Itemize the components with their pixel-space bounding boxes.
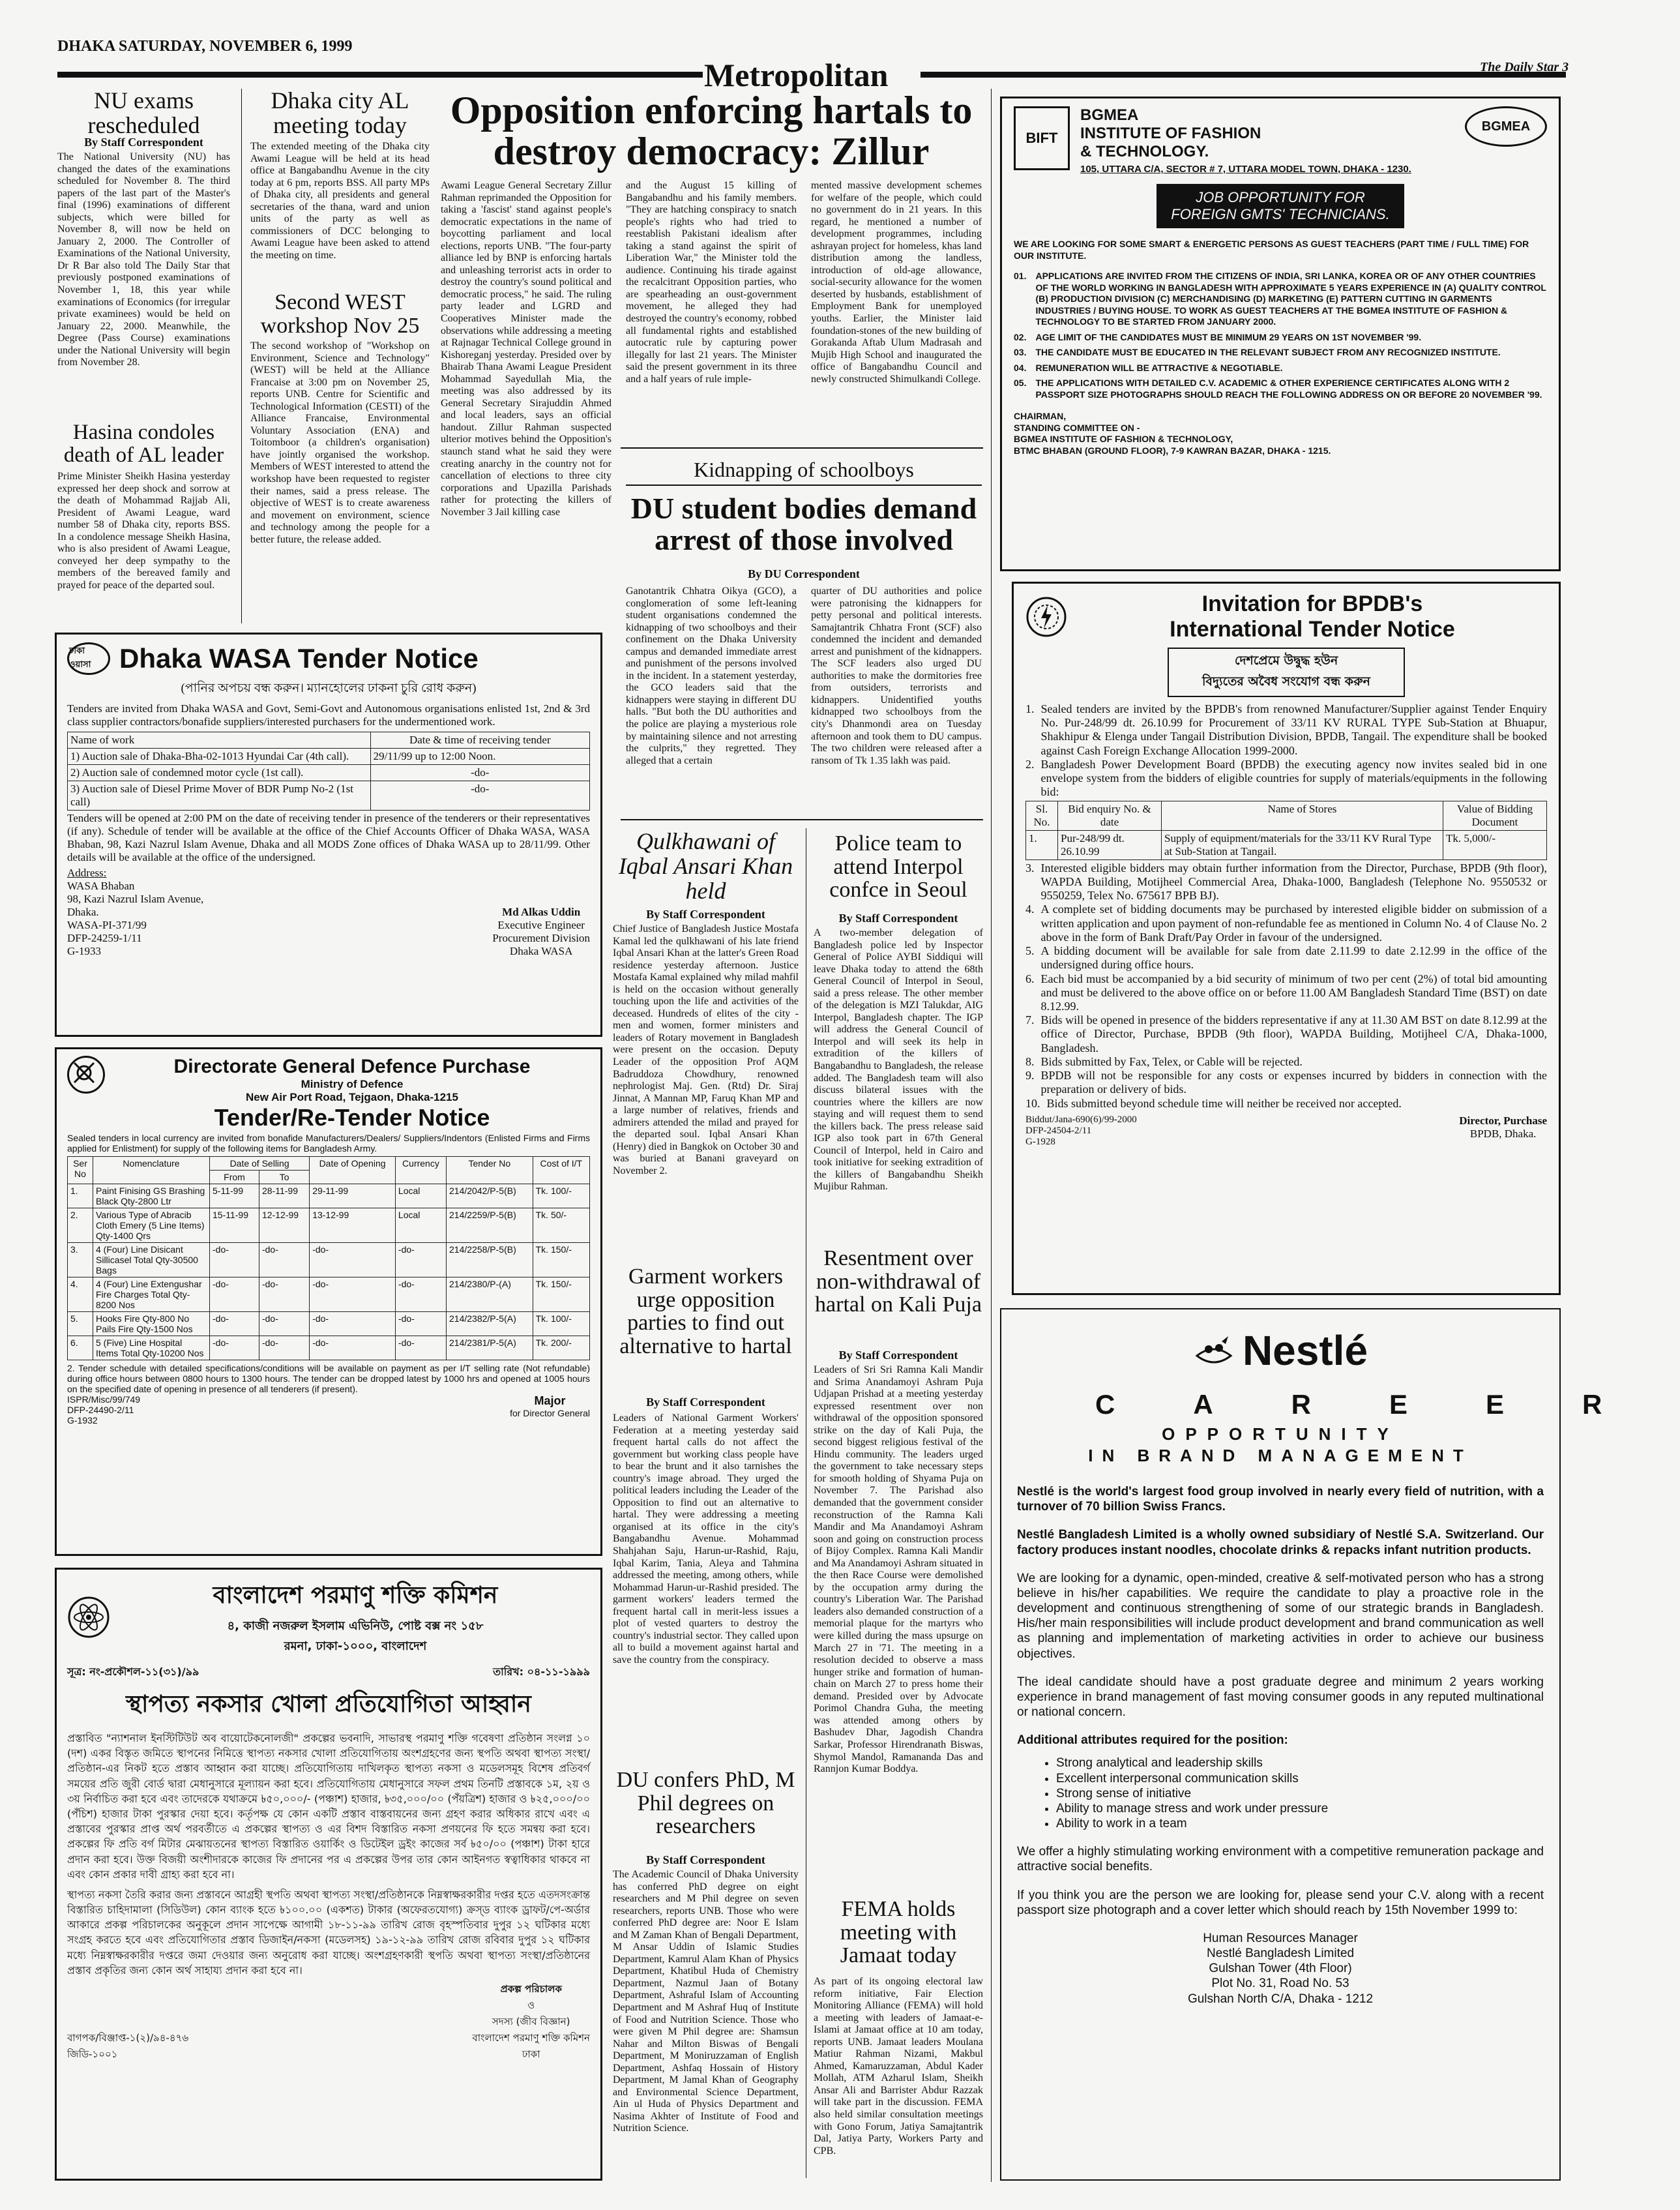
dgdp-sub-to: To [259,1171,309,1184]
nestle-opportunity: OPPORTUNITY [1162,1424,1399,1444]
bpdb-item-num: 5. [1025,944,1035,958]
nestle-field: IN BRAND MANAGEMENT [1088,1446,1473,1465]
table-row [68,764,590,781]
bpdb-signer-line: BPDB, Dhaka. [1469,1127,1537,1140]
nestle-p1: Nestlé is the world's largest food group involved in nearly every field of nutrition, with a turnover of 70 billion Swiss Francs. [1017,1485,1544,1514]
bpdb-signer-line: Director, Purchase [1459,1114,1547,1127]
right-col-divider [991,89,992,2182]
aec-para1: প্রস্তাবিত "ন্যাশনাল ইনস্টিটিউট অব বায়োটেকনোলজী" প্রকল্পের ভবনাদি, সাভারস্থ পরমাণু শক্তি গবেষণা প্রতিষ্ঠান সংলগ্ন ১০ (দশ) একর বিস্তৃত জমিতে স্থাপনের নিমিত্তে স্থাপত্য নকসার খোলা প্রতিযোগিতায় অংশগ্রহণের জন্য স্থপতি অথবা স্থাপত্য সংস্থা/প্রতিষ্ঠান-এর নিকট হতে প্রস্তাব আহ্বান করা যাচ্ছে। প্রতিযোগিতায় দাখিলকৃত স্থাপত্য নকসা ও মডেলসমূহ বিশেষ প্রতিবর্গ সময়ের প্রতি জুরী বোর্ড দ্বারা মেধানুসারে মূল্যায়ন করা হবে। প্রতিযোগিতায় মেধানুসারে সফল প্রথম তিনটি প্রস্তাবকে ১ম, ২য় ও ৩য় নির্বাচিত করা হবে এবং তাদেরকে যথাক্রমে ৳৫০,০০০/- (পঞ্চাশ) হাজার, ৳৩৫,০০০/০০ (পঁয়ত্রিশ) হাজার ও ৳২৫,০০০/০০ (পঁচিশ) হাজার টাকা পুরস্কার দেয়া হবে। কর্তৃপক্ষ যে কোন একটি প্রস্তাব বাস্তবায়নের জন্য গ্রহণ করার অধিকার রাখে এবং এ প্রস্তাবের পুরস্কার প্রাপ্ত অর্থ পরবর্তীতে এ প্রকল্পের স্থাপত্য ও এর বিশদ বিস্তারিত নকসা প্রণয়নের ফি হতে সমন্বয় করা হবে। প্রকল্পের ফি প্রতি বর্গ মিটার মেঝায়তনের স্থাপত্য বিস্তারিত ওয়ার্কিং ও ডিটেইল ড্রইং কাজের সর্ব ৳৫০/০০ (পঞ্চাশ) টাকা হারে প্রদান করা হবে। উক্ত বিজয়ী অংশীদারকে কাজের ফি প্রদানের পর এ প্রকল্পের উপর তার কোন আইনগত স্বত্বাধিকার থাকবে না এবং কোন প্রকার দাবী গ্রাহ্য করা হবে না। [67,1732,590,1881]
table-row [68,1312,590,1336]
dgdp-address: New Air Port Road, Tejgaon, Dhaka-1215 [246,1091,458,1103]
cell: -do- [310,1277,396,1312]
wasa-signer-line: Executive Engineer [497,918,585,931]
bgmea-item-text: AGE LIMIT OF THE CANDIDATES MUST BE MINIMUM 29 YEARS ON 1ST NOVEMBER '99. [1035,331,1422,342]
bgmea-org2: INSTITUTE OF FASHION [1080,125,1261,142]
col-divider-1 [241,89,242,623]
army-emblem-icon [67,1056,105,1094]
bpdb-item-text: Interested eligible bidders may obtain further information from the Director, Purchase, BPDB (9th floor), WAPDA Building, Motijheel Commercial Area, Dhaka-1000, Bangladesh (Telephone No. 9550532 or 9550259, Telex No. 675617 BPB BJ). [1040,861,1547,903]
wasa-address-line: WASA Bhaban [67,879,135,892]
du-kidnap-kicker: Kidnapping of schoolboys [626,458,982,486]
cell: -do- [210,1336,259,1360]
bgmea-banner-line2: FOREIGN GMTS' TECHNICIANS. [1171,206,1390,222]
garment-headline: Garment workers urge opposition parties to find out alternative to hartal [619,1264,792,1359]
cell: Local [395,1184,446,1208]
aec-competition-ad [55,1568,602,2181]
paper-name: The Daily Star 3 [1480,60,1569,74]
dgdp-title: Directorate General Defence Purchase [173,1056,531,1077]
bpdb-col-stores: Name of Stores [1162,801,1443,830]
bpdb-col-value: Value of Bidding Document [1443,801,1547,830]
dhaka-al-body: The extended meeting of the Dhaka city Awami League will be held at its head office at Bangabandhu Avenue in the city today at 6 pm, reports BSS. All party MPs of Dhaka city, all presidents and general secretaries of the thana, ward and union units of the party as well as commissioners of DCC belonging to Awami League have been asked to attend the meeting on time. [250,141,430,261]
du-kidnap-col1: Ganotantrik Chhatra Oikya (GCO), a conglomeration of some left-leaning student organisations condemned the kidnapping of two schoolboys and their confinement on the Dhaka University campus and demanded immediate arrest and punishment of the persons involved in the incident. In a statement yesterday, the GCO leaders said that the kidnappers were staying in different DU halls. "But both the DU authorities and the police are playing a mysterious role by maintaining silence and not arresting the culprits," they regretted. They alleged that a certain [626,586,797,766]
dgdp-intro: Sealed tenders in local currency are invited from bonafide Manufacturers/Dealers/ Suppliers/Indentors (Enlisted Firms and Firms applied for Enlistment) for supply of the following items for Bangladesh Army. [67,1133,590,1154]
lead-col3: mented massive development schemes for welfare of the people, which could no government do in 21 years. In this regard, he mentioned a number of development programmes, including ashrayan project for homeless, khas land distribution among the landless, introduction of old-age allowance, social-security allowance for the women deserted by husbands, establishment of Employment Bank for unemployed youths. Earlier, the Minister laid foundation-stones of the new building of Gorakanda Aftab Ulum Madrasah and Mujib High School and inaugurated the office of Bangabandhu Council and newly constructed Shimulkandi College. [811,180,982,385]
bgmea-item-text: APPLICATIONS ARE INVITED FROM THE CITIZENS OF INDIA, SRI LANKA, KOREA OR OF ANY OTHER COUNTRIES OF THE WORLD WORKING IN BANGLADESH WITH APPROXIMATE 5 YEARS EXPERIENCE IN (A) QUALITY CONTROL (B) PRODUCTION DIVISION (C) MERCHANDISING (D) MARKETING (E) PATTERN CUTTING IN GARMENTS INDUSTRIES / BUYING HOUSE. TO WORK AS GUEST TEACHERS AT THE BGMEA INSTITUTE OF FASHION & TECHNOLOGY TO BE STARTED FROM JANUARY 2000. [1035,271,1546,327]
garment-byline: By Staff Correspondent [646,1396,765,1409]
cell: Paint Finising GS Brashing Black Qty-2800 Ltr [93,1184,210,1208]
cell: 214/2258/P-5(B) [447,1243,533,1277]
lead-divider [621,447,983,449]
nestle-attr-title: Additional attributes required for the position: [1017,1733,1288,1748]
dgdp-col-cost: Cost of I/T [533,1157,589,1184]
dgdp-sub-from: From [210,1171,259,1184]
cell: 1. [68,1184,93,1208]
wasa-signer-line: Procurement Division [492,931,590,944]
nestle-logo: Nestlé [1242,1327,1368,1374]
cell: Tk. 200/- [533,1336,589,1360]
bpdb-item-num: 10. [1025,1096,1040,1110]
nestle-p5: We offer a highly stimulating working environment with a competitive remuneration package and attractive social benefits. [1017,1845,1544,1874]
wasa-intro: Tenders are invited from Dhaka WASA and Govt, Semi-Govt and Autonomous organisations enlisted 1st, 2nd & 3rd class supplier contractors/bonafide suppliers/interested purchasers for the undermentioned work. [67,702,590,728]
nestle-p3: We are looking for a dynamic, open-minded, creative & self-motivated person who has a strong believe in his/her capabilities. We require the candidate to play a proactive role in the development and continuous strengthening of some of our strategic brands in Bangladesh. His/her main responsibilities will include product development and brand communication as well as planning and implementation of marketing activities in order to achieve our business objectives. [1017,1571,1544,1661]
wasa-tender-ad [55,633,602,1037]
west-body: The second workshop of "Workshop on Environment, Science and Technology" (WEST) will be held at the Alliance Francaise at 3:00 pm on November 25, reports UNB. Centre for Scientific and Technological Information (CESTI) of the Alliance Francaise, Environmental Voluntary Association (ENA) and Toitomboor (a children's organisation) have jointly organised the workshop. Members of WEST interested to attend the workshop have been requested to register their names, said a press release. The objective of WEST is to create awareness and movement on environment, science and technology among the people for a better future, the release added. [250,340,430,545]
cell: -do- [395,1336,446,1360]
west-headline: Second WEST workshop Nov 25 [260,290,420,338]
bpdb-item-text: A complete set of bidding documents may be purchased by interested eligible bidder on submission of a written application and upon payment of non-refundable fee as mentioned in Column No. 4 of Clause No. 2 above in the form of Bank Draft/Pay Order in favour of the undersigned. [1040,903,1547,944]
list-item [1025,972,1547,1014]
dgdp-subtitle: Tender/Re-Tender Notice [214,1104,490,1131]
bgmea-org1: BGMEA [1080,106,1139,124]
list-item [1025,903,1547,944]
dgdp-col-selling: Date of Selling [210,1157,310,1171]
aec-address1: ৪, কাজী নজরুল ইসলাম এভিনিউ, পোষ্ট বক্স নং ১৫৮ [227,1619,484,1633]
nestle-address-line: Gulshan Tower (4th Floor) [1209,1962,1352,1976]
cell: Local [395,1208,446,1243]
table-row [1026,830,1547,859]
wasa-ref: WASA-PI-371/99 [67,918,147,931]
wasa-logo-icon: ঢাকা ওয়াসা [67,642,110,675]
dgdp-ref: ISPR/Misc/99/749 [67,1394,141,1405]
aec-headline: স্থাপত্য নকসার খোলা প্রতিযোগিতা আহ্বান [126,1691,531,1718]
dgdp-col-ser: Ser No [68,1157,93,1184]
du-kidnap-col2: quarter of DU authorities and police were patronising the kidnappers for petty personal and political interests. Samajtantrik Chhatra Front (SCF) also condemned the incident and demanded arrest and punishment of the kidnappers. The SCF leaders also urged DU authorities to make the dormitories free from outsiders, terrorists and kidnappers. Unidentified youths kidnapped two schoolboys from the city's Dhanmondi area on Tuesday afternoon and took them to DU campus. The two children were released after a ransom of Tk 1.35 lakh was paid. [811,586,982,766]
cell: -do- [310,1243,396,1277]
bpdb-ref: DFP-24504-2/11 [1025,1125,1092,1136]
nestle-address-line: Nestlé Bangladesh Limited [1206,1947,1355,1961]
cell: Tk. 5,000/- [1443,830,1547,859]
bpdb-col-sl: Sl. No. [1026,801,1058,830]
nestle-career-ad [1000,1308,1680,2181]
cell: 15-11-99 [210,1208,259,1243]
wasa-footer: Tenders will be opened at 2:00 PM on the date of receiving tender in presence of the tenderers or their representatives (if any). Schedule of tender will be available at the office of the Chief Accounts Officer of Dhaka WASA, WASA Bhaban, 98, Kazi Nazrul Islam Avenue, Dhaka and all MODS Zone offices of Dhaka WASA up to 28/11/99. Other details will be available at the office of the undersigned. [67,811,590,863]
list-item [1014,363,1547,374]
dgdp-col-currency: Currency [395,1157,446,1184]
bpdb-item-num: 7. [1025,1013,1035,1027]
list-item: • Ability to work in a team [1056,1816,1544,1831]
cell: 4. [68,1277,93,1312]
aec-signer-line: ও [527,1999,535,2011]
cell: -do- [259,1336,309,1360]
lead-col2: and the August 15 killing of Bangabandhu and his family members. "They are hatching conspiracy to snatch people's rights who had tried to reestablish Pakistani idealism after taking a stand against the spirit of Liberation War," the Minister told the audience. Continuing his tirade against the recalcitrant Opposition parties, who are spearheading an oust-government movement, he alleged they had destroyed the country's economy, robbed all fundamental rights and established autocratic rule by capturing power illegally for last 21 years. The Minister said the present government in its three and a half years of rule imple- [626,180,797,385]
hasina-body: Prime Minister Sheikh Hasina yesterday expressed her deep shock and sorrow at the death of Mohammad Rajjab Ali, President of Awami League, ward number 58 of Dhaka city, reports BSS. In a condolence message Sheikh Hasina, who is also president of Awami League, conveyed her deep sympathy to the members of the bereaved family and prayed for peace of the departed soul. [57,471,230,591]
table-row [68,1336,590,1360]
cell: 214/2042/P-5(B) [447,1184,533,1208]
cell: 29-11-99 [310,1184,396,1208]
bgmea-ad [1000,97,1561,571]
bpdb-logo-icon [1025,596,1067,638]
nest-birds-icon [1193,1330,1235,1371]
cell: Hooks Fire Qty-800 No Pails Fire Qty-1500 Nos [93,1312,210,1336]
bgmea-item-num: 04. [1014,362,1027,373]
du-phd-headline: DU confers PhD, M Phil degrees on researchers [616,1768,795,1839]
table-row [68,1243,590,1277]
aec-address2: রমনা, ঢাকা-১০০০, বাংলাদেশ [284,1639,427,1653]
nestle-p6: If you think you are the person we are looking for, please send your C.V. along with a recent passport size photograph and a cover letter which should reach by 15th November 1999 to: [1017,1888,1544,1917]
nu-exams-byline: By Staff Correspondent [84,136,203,149]
cell: 1. [1026,830,1058,859]
aec-para2: স্থাপত্য নকসা তৈরি করার জন্য প্রস্তাবনে আগ্রহী স্থপতি অথবা স্থাপত্য সংস্থা/প্রতিষ্ঠানকে নিম্নস্বাক্ষরকারীর দপ্তর হতে এতদসংক্রান্ত বিস্তারিত চাহিদামালা (সিডিউল) কোন ব্যাংক হতে ৳১০০.০০ (একশত) টাকার (অফেরতযোগ্য) ক্রস্ড ব্যাংক ড্রাফট/পে-অর্ডার আকারে প্রকল্প পরিচালকের অনুকূলে প্রদান সাপেক্ষে আগামী ১৮-১১-৯৯ তারিখ রোজ বৃহস্পতিবার দুপুর ১২ ঘটিকার মধ্যে সংগ্রহ করতে হবে এবং প্রতিযোগিতার প্রস্তাব ডিজাইন/নকসা (মডেলসহ) ১৯-১২-৯৯ তারিখ রোজ রবিবার দুপুর ১২ ঘটিকার মধ্যে নিম্নস্বাক্ষরকারীর দপ্তরে জমা দেওয়ার জন্য অনুরোধ করা যাচ্ছে। অংশগ্রহণকারী স্থপতি অথবা স্থাপত্য সংস্থা/প্রতিষ্ঠানের প্রস্তাব প্রকৃতির জন্য কোন অর্থ সাহায্য প্রদান করা হবে না। [67,1888,590,1977]
list-item [1025,861,1547,903]
du-kidnap-headline: DU student bodies demand arrest of those involved [630,492,977,557]
bpdb-ref: G-1928 [1025,1136,1055,1147]
masthead-rule-left [57,72,703,78]
bgmea-item-num: 05. [1014,378,1027,388]
wasa-table [67,732,590,811]
list-item [1025,1069,1547,1096]
wasa-col-date: Date & time of receiving tender [370,732,589,748]
cell: Tk. 100/- [533,1312,589,1336]
wasa-title: Dhaka WASA Tender Notice [119,643,479,674]
nestle-address-line: Gulshan North C/A, Dhaka - 1212 [1187,1992,1374,2006]
cell: -do- [395,1277,446,1312]
kali-puja-headline: Resentment over non-withdrawal of hartal on Kali Puja [815,1246,982,1317]
cell: Tk. 50/- [533,1208,589,1243]
cell: -do- [259,1277,309,1312]
table-row [68,1208,590,1243]
nestle-address-line: Human Resources Manager [1203,1931,1358,1945]
interpol-byline: By Staff Correspondent [838,912,958,925]
cell: -do- [259,1243,309,1277]
cell: -do- [395,1243,446,1277]
bpdb-item-text: BPDB will not be responsible for any costs or expenses incurred by bidders in connection with the preparation or delivery of bids. [1040,1069,1547,1096]
bpdb-item-text: Each bid must be accompanied by a bid security of minimum of two per cent (2%) of total bid amounting and must be delivered to the above office on or before 11.00 AM Bangladesh Standard Time (BST) on date 8.12.99. [1040,972,1547,1013]
dgdp-signer-line: for Director General [510,1408,590,1419]
bpdb-item-num: 1. [1025,702,1035,715]
dgdp-ref: DFP-24490-2/11 [67,1405,134,1416]
nestle-attr-list [1017,1755,1544,1831]
du-phd-byline: By Staff Correspondent [646,1853,765,1866]
bpdb-slogan2: বিদ্যুতের অবৈধ সংযোগ বন্ধ করুন [1201,674,1371,689]
kali-puja-byline: By Staff Correspondent [838,1349,958,1362]
bgmea-item-num: 02. [1014,331,1027,342]
bpdb-ref: Biddut/Jana-690(6)/99-2000 [1025,1114,1137,1125]
qulkhawani-headline: Qulkhawani of Iqbal Ansari Khan held [618,828,793,904]
cell: 13-12-99 [310,1208,396,1243]
bgmea-item-num: 03. [1014,347,1027,357]
dgdp-note: 2. Tender schedule with detailed specifications/conditions will be available on payment as per I/T selling rate (Not refundable) during office hours between 0800 hours to 1300 hours. The tender can be dropped latest by 1000 hrs and opened at 1005 hours on the specified date of opening in presence of all tenderers (if present). [67,1363,590,1395]
cell: 4 (Four) Line Disicant Sillicasel Total Qty-30500 Bags [93,1243,210,1277]
aec-title: বাংলাদেশ পরমাণু শক্তি কমিশন [213,1582,498,1609]
bpdb-slogan-box [1168,648,1405,697]
cell: 3. [68,1243,93,1277]
bpdb-item-num: 8. [1025,1054,1035,1068]
cell: Various Type of Abracib Cloth Emery (5 Line Items) Qty-1400 Qrs [93,1208,210,1243]
list-item [1014,271,1547,328]
wasa-slogan: (পানির অপচয় বন্ধ করুন। ম্যানহোলের ঢাকনা চুরি রোধ করুন) [181,681,477,695]
table-row [68,1277,590,1312]
list-item [1025,1013,1547,1055]
cell: -do- [310,1312,396,1336]
dgdp-ref: G-1932 [67,1415,98,1426]
aec-date: তারিখ: ০৪-১১-১৯৯৯ [493,1665,590,1678]
bgmea-intro: WE ARE LOOKING FOR SOME SMART & ENERGETIC PERSONS AS GUEST TEACHERS (PART TIME / FULL TIME) FOR OUR INSTITUTE. [1014,239,1529,261]
dgdp-col-name: Nomenclature [93,1157,210,1184]
nu-exams-body: The National University (NU) has changed the dates of the examinations scheduled for November 8. The third papers of the last part of the Master's final (1996) examinations of different subjects, which were billed for November 8, will now be held on January 2, 2000. The Controller of Examinations of the National University, Dr R Bar also told The Daily Star that previously postponed examinations of November 1, 18, this year while examinations of Economics (for irregular private examinees) would be held on January 22, 2000. Meanwhile, the Degree (Pass Course) examinations under the National University will begin from November 28. [57,151,230,368]
bgmea-address: 105, UTTARA C/A, SECTOR # 7, UTTARA MODEL TOWN, DHAKA - 1230. [1080,164,1411,175]
qulkhawani-body: Chief Justice of Bangladesh Justice Mostafa Kamal led the qulkhawani of his late friend Iqbal Ansari Khan at the latter's Green Road residence yesterday afternoon. Justice Mostafa Kamal explained why milad mahfil is held on the occasion without generally touching upon the life and activities of the deceased. Hundreds of elites of the city - men and women, former ministers and leaders of Rotary movement in Bangladesh were present on the occasion. Deputy Leader of the opposition Prof AQM Badruddoza Chowdhury, renowned nephrologist Maj. Gen. (Rtd) Dr. Siraj Jinnat, A Mannan MP, Faruq Khan MP and a large number of relatives, friends and admirers attended the milad and prayed for the departed soul. Iqbal Ansari Khan (Henry) died in Bangkok on October 30 and was buried at Banani graveyard on November 2. [613,923,799,1176]
cell: 6. [68,1336,93,1360]
cell: 214/2382/P-5(A) [447,1312,533,1336]
fema-body: As part of its ongoing electoral law reform initiative, Fair Election Monitoring Alliance (FEMA) will hold a meeting with leaders of Jamaat-e-Islami at Jamaat office at 10 am today, reports UNB. Jamaat leaders Moulana Matiur Rahman Nizami, Makbul Ahmed, Kamaruzzaman, Abdul Kader Mollah, ATM Azharul Islam, Sheikh Ansar Ali and Barrister Abdur Razzak will take part in the discussion. FEMA also held similar consultation meetings with Gono Forum, Jatiya Samajtantrik Dal, Jatiya Party, Workers Party and CPB. [814,1976,983,2157]
list-item [1014,347,1547,359]
cell: Pur-248/99 dt. 26.10.99 [1058,830,1162,859]
dgdp-signer-rank: Major [534,1394,566,1408]
list-item [1014,378,1547,400]
list-item: • Strong analytical and leadership skills [1056,1755,1544,1770]
bpdb-item-text: Sealed tenders are invited by the BPDB's from renowned Manufacturer/Supplier against Tender Enquiry No. Pur-248/99 dt. 26.10.99 for Procurement of 33/11 KV RURAL TYPE Sub-Station at Bhuapur, Shakhipur & Elenga under Tangail Distribution Division, BPDB, Tangail. The expenditure shall be booked against Cash Foreign Exchange Allocation 1999-2000. [1040,702,1547,757]
bpdb-slogan1: দেশপ্রেমে উদ্বুদ্ধ হউন [1234,653,1338,668]
wasa-row-work: 1) Auction sale of Dhaka-Bha-02-1013 Hyundai Car (4th call). [68,748,371,764]
list-item [1025,702,1547,758]
cell: 214/2259/P-5(B) [447,1208,533,1243]
list-item [1025,1055,1547,1069]
dgdp-ministry: Ministry of Defence [301,1078,404,1090]
wasa-row-work: 2) Auction sale of condemned motor cycle (1st call). [68,764,371,781]
table-row [68,1184,590,1208]
bgmea-banner-line1: JOB OPPORTUNITY FOR [1196,189,1365,205]
atom-logo-icon [67,1596,110,1639]
cell: 5-11-99 [210,1184,259,1208]
list-item: • Strong sense of initiative [1056,1786,1544,1801]
bgmea-item-num: 01. [1014,271,1027,281]
du-kidnap-rule [621,819,983,820]
wasa-signer-name: Md Alkas Uddin [502,905,581,918]
du-kidnap-byline: By DU Correspondent [748,567,860,580]
bpdb-item-text: Bids submitted beyond schedule time will neither be received nor accepted. [1046,1096,1402,1110]
interpol-body: A two-member delegation of Bangladesh police led by Inspector General of Police AYBI Siddiqui will leave Dhaka today to attend the 68th General Council of Interpol in Seoul, said a press release. The other member of the delegation is MZI Talukdar, AIG Interpol, Bangladesh chapter. The IGP will address the General Council of Interpol and will seek its help in extradition of the killers of Bangabandhu to Bangladesh, the release added. The Bangladesh team will also discuss bilateral issues with the countries where the killers are now staying and will request them to send the killers back. The press release said IGP also took part in 67th General Council of Interpol, held in Cairo and took initiative for seeking extradition of the killers of Bangabandhu Sheikh Mujibur Rahman. [814,927,983,1193]
cell: 2. [68,1208,93,1243]
bpdb-tender-ad [1012,582,1561,1295]
garment-body: Leaders of National Garment Workers' Federation at a meeting yesterday said frequent hartal calls do not affect the government but working class people have to bear the brunt and it also tarnishes the country's image abroad. They urged the political leaders including the Leader of the Opposition to find out an alternative to hartal. They were addressing a meeting organised at its office in the city's Bangabandhu Avenue. Mohammad Shahjahan Saju, Harun-ur-Rashid, Raju, Iqbal Karim, Tania, Aleya and Tahmina addressed the meeting, among others, while Mohammad Harun-ur-Rashid presided. The garment workers' leaders termed the frequent hartal call in merit-less issues a plot of vested quarters to destroy the country's industrial sector. They called upon all to build a movement against hartal and save the country from the conspiracy. [613,1412,799,1665]
cell: 28-11-99 [259,1184,309,1208]
dateline: DHAKA SATURDAY, NOVEMBER 6, 1999 [57,38,353,55]
wasa-ref: DFP-24259-1/11 [67,931,142,944]
bgmea-contact-line: CHAIRMAN, [1014,411,1067,421]
wasa-row-date: 29/11/99 up to 12:00 Noon. [370,748,589,764]
cell: -do- [210,1243,259,1277]
cell: Tk. 150/- [533,1243,589,1277]
cell: -do- [310,1336,396,1360]
bpdb-item-text: Bangladesh Power Development Board (BPDB) the executing agency now invites sealed bid in one envelope system from the bidders of eligible countries for supply of materials/equipments in the following bid: [1040,757,1547,799]
qulkhawani-byline: By Staff Correspondent [646,908,765,921]
nestle-address-line: Plot No. 31, Road No. 53 [1211,1977,1349,1991]
lead-col1: Awami League General Secretary Zillur Rahman reprimanded the Opposition for taking a 'fascist' stand against people's democratic expectations in the name of boycotting parliament and local elections, reports UNB. "The four-party alliance led by BNP is enforcing hartals and unleashing terrorist acts in order to destroy the country's sound political and democratic process," he said. The ruling party leader and LGRD and Cooperatives Minister made the observations while addressing a meeting at Rajnagar Technical College ground in Kishoreganj yesterday. Presided over by Bhairab Thana Awami League President Mohammad Sayedullah Mia, the meeting was also addressed by its General Secretary Sirajuddin Ahmed and local leaders, says an official handout. Zillur Rahman suspected ulterior motives behind the Opposition's staunch stand what he said they were creating anarchy in the country not for cancellation of elections to three city corporations and Upazilla Parishads rather for protecting the killers of November 3 Jail killing case [441,180,612,518]
dhaka-al-headline: Dhaka city AL meeting today [271,87,409,138]
bpdb-table [1025,801,1547,860]
cell: 12-12-99 [259,1208,309,1243]
list-item [1014,332,1547,344]
bgmea-badge: BGMEA [1465,106,1547,147]
bgmea-org3: & TECHNOLOGY. [1080,143,1209,160]
bgmea-item-text: THE CANDIDATE MUST BE EDUCATED IN THE RELEVANT SUBJECT FROM ANY RECOGNIZED INSTITUTE. [1035,347,1501,357]
bgmea-item-text: REMUNERATION WILL BE ATTRACTIVE & NEGOTIABLE. [1035,362,1283,373]
wasa-row-date: -do- [370,781,589,810]
list-item: • Excellent interpersonal communication skills [1056,1771,1544,1786]
cell: 5 (Five) Line Hospital Items Total Qty-10200 Nos [93,1336,210,1360]
nestle-p2: Nestlé Bangladesh Limited is a wholly owned subsidiary of Nestlé S.A. Switzerland. Our factory produces instant noodles, chocolate drinks & repacks infant nutrition products. [1017,1528,1544,1557]
cell: -do- [210,1312,259,1336]
wasa-address-line: Dhaka. [67,905,99,918]
aec-ref: বাগপক/বিঞ্জাপ্ত-১(২)/৯৪-৪৭৬ [67,2032,189,2044]
wasa-ref: G-1933 [67,944,101,957]
du-phd-body: The Academic Council of Dhaka University has conferred PhD degree on eight researchers and M Phil degree on seven researchers, reports UNB. Those who were conferred PhD degree are: Noor E Islam and M Zaman Khan of Bengali Department, M Ansar Uddin of Islamic Studies Department, Kamrul Alam Khan of Physics Department, Khatibul Huda of Chemistry Department, Nazmul Jaan of Botany Department, Ashraful Islam of Accounting Department and M Ashraf Huq of Institute of Food and Nutrition Science. Those who were given M Phil degree are: Shamsun Nahar and Milton Biswas of Bengali Department, M Moniruzzaman of English Department, Ashfaq Hossain of History Department, M Jamal Khan of Geography and Environmental Science Department, Ain ul Huda of Physics Department and Nasima Akhter of Institute of Food and Nutrition Science. [613,1869,799,2134]
wasa-row-work: 3) Auction sale of Diesel Prime Mover of BDR Pump No-2 (1st call) [68,781,371,810]
wasa-row-date: -do- [370,764,589,781]
cell: Tk. 100/- [533,1184,589,1208]
cell: 4 (Four) Line Extengushar Fire Charges Total Qty-8200 Nos [93,1277,210,1312]
bpdb-item-text: Bids submitted by Fax, Telex, or Cable will be rejected. [1040,1054,1303,1068]
bgmea-contact-line: BTMC BHABAN (GROUND FLOOR), 7-9 KAWRAN BAZAR, DHAKA - 1215. [1014,445,1331,456]
bgmea-banner [1157,184,1404,228]
list-item [1025,1097,1547,1111]
cell: Tk. 150/- [533,1277,589,1312]
nu-exams-headline: NU exams rescheduled [87,87,200,138]
nestle-career: CAREER [1095,1389,1680,1420]
interpol-headline: Police team to attend Interpol confce in Seoul [829,831,967,903]
aec-memo: সূত্র: নং-প্রকৌশল-১১(৩১)/৯৯ [67,1665,199,1678]
bgmea-contact-line: STANDING COMMITTEE ON - [1014,422,1140,433]
dgdp-col-tender: Tender No [447,1157,533,1184]
table-row [68,781,590,810]
aec-signer-line: ঢাকা [522,2048,540,2060]
dgdp-table [67,1156,590,1360]
aec-signer-line: প্রকল্প পরিচালক [500,1983,562,1995]
lead-headline: Opposition enforcing hartals to destroy democracy: Zillur [450,89,973,173]
bgmea-item-text: THE APPLICATIONS WITH DETAILED C.V. ACADEMIC & OTHER EXPERIENCE CERTIFICATES ALONG WITH 2 PASSPORT SIZE PHOTOGRAPHS SHOULD REACH THE FOLLOWING ADDRESS ON OR BEFORE 20 NOVEMBER '99. [1035,378,1542,400]
cell: -do- [210,1277,259,1312]
bpdb-item-num: 3. [1025,861,1035,874]
list-item: • Ability to manage stress and work under pressure [1056,1801,1544,1816]
cell: 214/2380/P-(A) [447,1277,533,1312]
cell: -do- [259,1312,309,1336]
masthead-rule-right [921,72,1566,78]
section-title: Metropolitan [704,57,889,93]
fema-headline: FEMA holds meeting with Jamaat today [840,1897,957,1968]
cell: Supply of equipment/materials for the 33/11 KV Rural Type at Sub-Station at Tangail. [1162,830,1443,859]
bpdb-title1: Invitation for BPDB's [1201,591,1423,616]
list-item [1025,758,1547,799]
bpdb-item-num: 9. [1025,1069,1035,1083]
bpdb-item-text: Bids will be opened in presence of the bidders representative if any at 11.30 AM BST on date 8.12.99 at the office of Director, Purchase, BPDB (9th floor), WAPDA Building, Motijheel C/A, Dhaka-1000, Bangladesh. [1040,1013,1547,1054]
aec-ref: জিডি-১০০১ [67,2048,118,2060]
dgdp-col-opening: Date of Opening [310,1157,396,1184]
bpdb-item-num: 4. [1025,903,1035,916]
bift-logo: BIFT [1014,106,1070,170]
cell: -do- [395,1312,446,1336]
list-item [1025,944,1547,972]
bpdb-item-num: 2. [1025,757,1035,771]
bpdb-col-enq: Bid enquiry No. & date [1058,801,1162,830]
wasa-col-work: Name of work [68,732,371,748]
cell: 214/2381/P-5(A) [447,1336,533,1360]
wasa-signer-line: Dhaka WASA [509,944,573,957]
bpdb-title2: International Tender Notice [1170,617,1455,642]
bpdb-item-text: A bidding document will be available for sale from date 2.11.99 to date 2.12.99 in the office of the undersigned during office hours. [1040,944,1547,972]
nestle-p4: The ideal candidate should have a post graduate degree and minimum 2 years working experience in brand management of fast moving consumer goods in any reputed multinational or national concern. [1017,1675,1544,1720]
kali-puja-body: Leaders of Sri Sri Ramna Kali Mandir and Srima Anandamoyi Ashram Puja Udjapan Prishad at a meeting yesterday expressed resentment over non withdrawal of the opposition sponsored strike on the day of Kali Puja, the second biggest religious festival of the Hindu community. The leaders urged the government to take necessary steps for smooth holding of Shyama Puja on November 7. The Parishad also demanded that the government consider reconstruction of the Ramna Kali Mandir and Ma Anandamoyi Ashram soon and going on construction process of Bijoy Complex. Ramna Kali Mandir and Ma Anandamoyi Ashram situated in the then Race Course were demolished by the occupation army during the country's Liberation War. The Parishad leaders also demanded construction of a memorial plaque for the martyrs who were killed during the mass upsurge on March 27 in '71. The meeting in a resolution decided to observe a mass hunger strike and formation of human-chain on March 27 to press home their demand. Presided over by Advocate Porimol Chandra Guha, the meeting was attended among others by Bashudev Dhar, Jagodish Chandra Sarkar, Professor Hirendranath Biswas, Shymol Mandol, Ramananda Das and Rannjon Kumar Boddya. [814,1364,983,1775]
hasina-headline: Hasina condoles death of AL leader [63,421,224,467]
wasa-address-line: Address: [67,866,107,879]
bgmea-contact-line: BGMEA INSTITUTE OF FASHION & TECHNOLOGY, [1014,434,1233,444]
wasa-address-line: 98, Kazi Nazrul Islam Avenue, [67,892,204,905]
dgdp-tender-ad [55,1047,602,1556]
aec-signer-line: সদস্য (জীব বিজ্ঞান) [492,2016,570,2027]
aec-signer-line: বাংলাদেশ পরমাণু শক্তি কমিশন [472,2032,590,2044]
bpdb-item-num: 6. [1025,972,1035,985]
table-row [68,748,590,764]
cell: 5. [68,1312,93,1336]
